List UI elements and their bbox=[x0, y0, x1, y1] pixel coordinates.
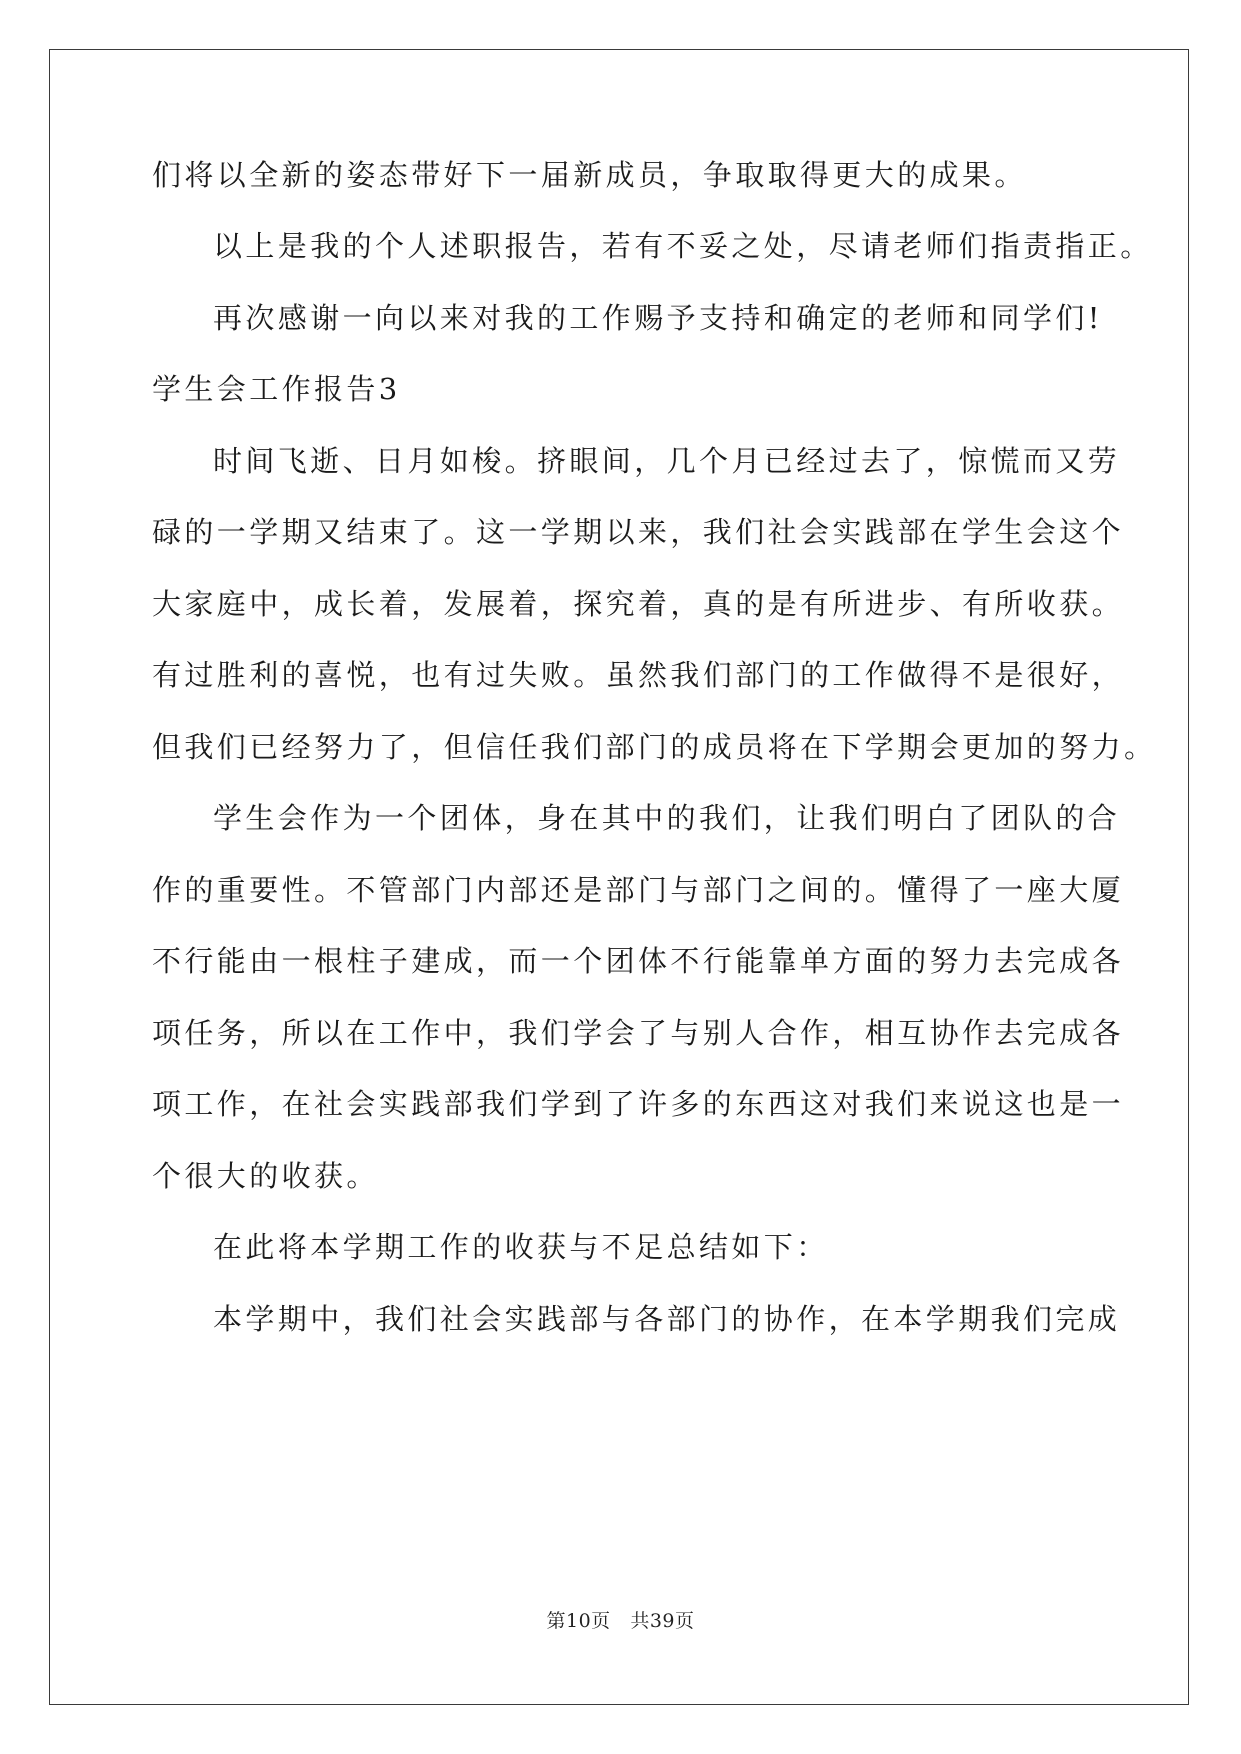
text-line: 碌的一学期又结束了。这一学期以来，我们社会实践部在学生会这个 bbox=[152, 515, 1125, 549]
text-line: 个很大的收获。 bbox=[152, 1159, 379, 1193]
text-line: 大家庭中，成长着，发展着，探究着，真的是有所进步、有所收获。 bbox=[152, 587, 1125, 621]
section-heading: 学生会工作报告3 bbox=[152, 372, 401, 406]
text-line: 但我们已经努力了，但信任我们部门的成员将在下学期会更加的努力。 bbox=[152, 730, 1157, 764]
page-total: 共39页 bbox=[630, 1610, 695, 1632]
text-line: 有过胜利的喜悦，也有过失败。虽然我们部门的工作做得不是很好， bbox=[152, 658, 1125, 692]
text-line: 再次感谢一向以来对我的工作赐予支持和确定的老师和同学们! bbox=[213, 301, 1103, 335]
text-line: 作的重要性。不管部门内部还是部门与部门之间的。懂得了一座大厦 bbox=[152, 873, 1125, 907]
page-footer bbox=[0, 1609, 1241, 1633]
text-line: 们将以全新的姿态带好下一届新成员，争取取得更大的成果。 bbox=[152, 158, 1027, 192]
text-line: 时间飞逝、日月如梭。挤眼间，几个月已经过去了，惊慌而又劳 bbox=[213, 444, 1121, 478]
text-line: 以上是我的个人述职报告，若有不妥之处，尽请老师们指责指正。 bbox=[213, 229, 1153, 263]
text-line: 本学期中，我们社会实践部与各部门的协作，在本学期我们完成 bbox=[213, 1302, 1121, 1336]
page-number: 第10页 bbox=[546, 1610, 611, 1632]
text-line: 项工作，在社会实践部我们学到了许多的东西这对我们来说这也是一 bbox=[152, 1087, 1125, 1121]
text-line: 不行能由一根柱子建成，而一个团体不行能靠单方面的努力去完成各 bbox=[152, 944, 1125, 978]
text-line: 学生会作为一个团体，身在其中的我们，让我们明白了团队的合 bbox=[213, 801, 1121, 835]
text-line: 项任务，所以在工作中，我们学会了与别人合作，相互协作去完成各 bbox=[152, 1016, 1125, 1050]
text-line: 在此将本学期工作的收获与不足总结如下： bbox=[213, 1230, 829, 1264]
